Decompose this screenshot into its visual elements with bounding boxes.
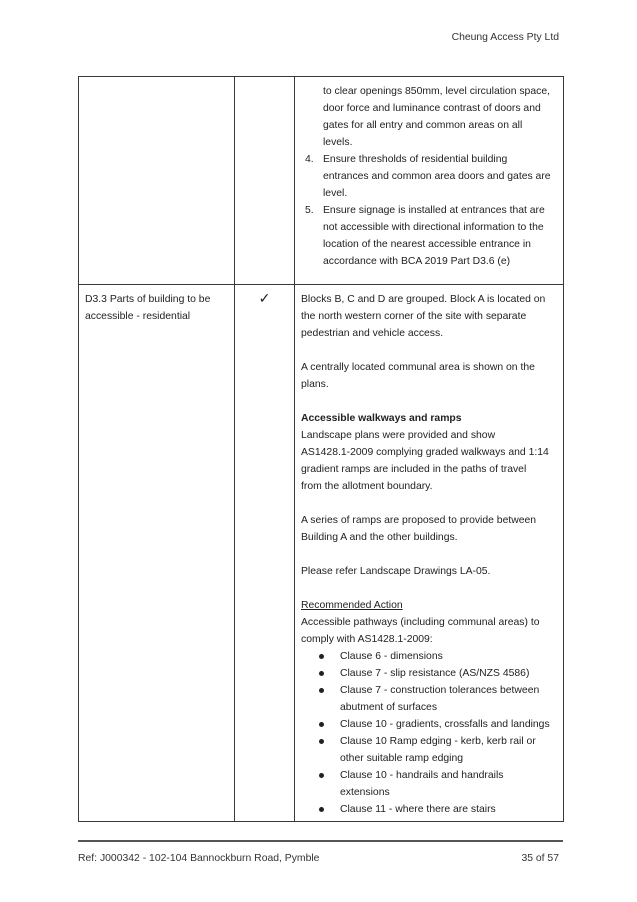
compliance-table	[78, 76, 564, 822]
compliance-cell	[235, 285, 295, 822]
paragraph: Landscape plans were provided and show AS1428.1-2009 complying graded walkways and 1:14 gradient ramps are included in the paths of travel from the allotment boundary.	[301, 430, 549, 492]
paragraph: Please refer Landscape Drawings LA-05.	[301, 566, 491, 577]
bullet-icon	[319, 807, 324, 812]
clause-cell: D3.3 Parts of building to be accessible - residential	[79, 285, 235, 822]
footer-reference: Ref: J000342 - 102-104 Bannockburn Road, Pymble	[78, 853, 320, 864]
recommended-action-heading: Recommended Action	[301, 600, 403, 611]
table-row	[79, 77, 564, 285]
list-item: 4. Ensure thresholds of residential building entrances and common area doors and gates are level.	[305, 154, 551, 199]
bullet-list	[301, 648, 556, 818]
list-item: 5. Ensure signage is installed at entrances that are not accessible with directional information to the location of the nearest accessible entrance in accordance with BCA 2019 Part D3.6 (e)	[305, 205, 545, 267]
clause-cell	[79, 77, 235, 285]
list-item: Clause 11 - where there are stairs	[301, 801, 556, 818]
numbered-list	[301, 151, 556, 270]
table-row	[79, 285, 564, 822]
paragraph: A centrally located communal area is shown on the plans.	[301, 362, 535, 390]
continued-text: to clear openings 850mm, level circulation space, door force and luminance contrast of doors and gates for all entry and common areas on all levels.	[323, 86, 550, 148]
bullet-icon	[319, 671, 324, 676]
company-name: Cheung Access Pty Ltd	[451, 32, 559, 43]
check-icon: ✓	[258, 290, 271, 306]
bullet-icon	[319, 739, 324, 744]
list-item: Clause 7 - slip resistance (AS/NZS 4586)	[301, 665, 556, 682]
bullet-icon	[319, 773, 324, 778]
bullet-icon	[319, 654, 324, 659]
list-item: Clause 10 - gradients, crossfalls and landings	[301, 716, 556, 733]
footer-divider	[78, 840, 563, 842]
list-item: Clause 10 Ramp edging - kerb, kerb rail or other suitable ramp edging	[301, 733, 556, 767]
comments-cell	[295, 77, 564, 285]
bullet-icon	[319, 722, 324, 727]
section-heading: Accessible walkways and ramps	[301, 413, 462, 424]
list-item: Clause 10 - handrails and handrails extensions	[301, 767, 556, 801]
compliance-cell	[235, 77, 295, 285]
bullet-icon	[319, 688, 324, 693]
page-number: 35 of 57	[521, 853, 559, 864]
paragraph: Accessible pathways (including communal areas) to comply with AS1428.1-2009:	[301, 617, 540, 645]
list-item: Clause 6 - dimensions	[301, 648, 556, 665]
list-item: Clause 7 - construction tolerances between abutment of surfaces	[301, 682, 556, 716]
comments-cell	[295, 285, 564, 822]
paragraph: A series of ramps are proposed to provide between Building A and the other buildings.	[301, 515, 537, 543]
clause-title: D3.3 Parts of building to be	[85, 294, 211, 305]
paragraph: Blocks B, C and D are grouped. Block A is located on the north western corner of the site with separate pedestrian and vehicle access.	[301, 294, 546, 339]
